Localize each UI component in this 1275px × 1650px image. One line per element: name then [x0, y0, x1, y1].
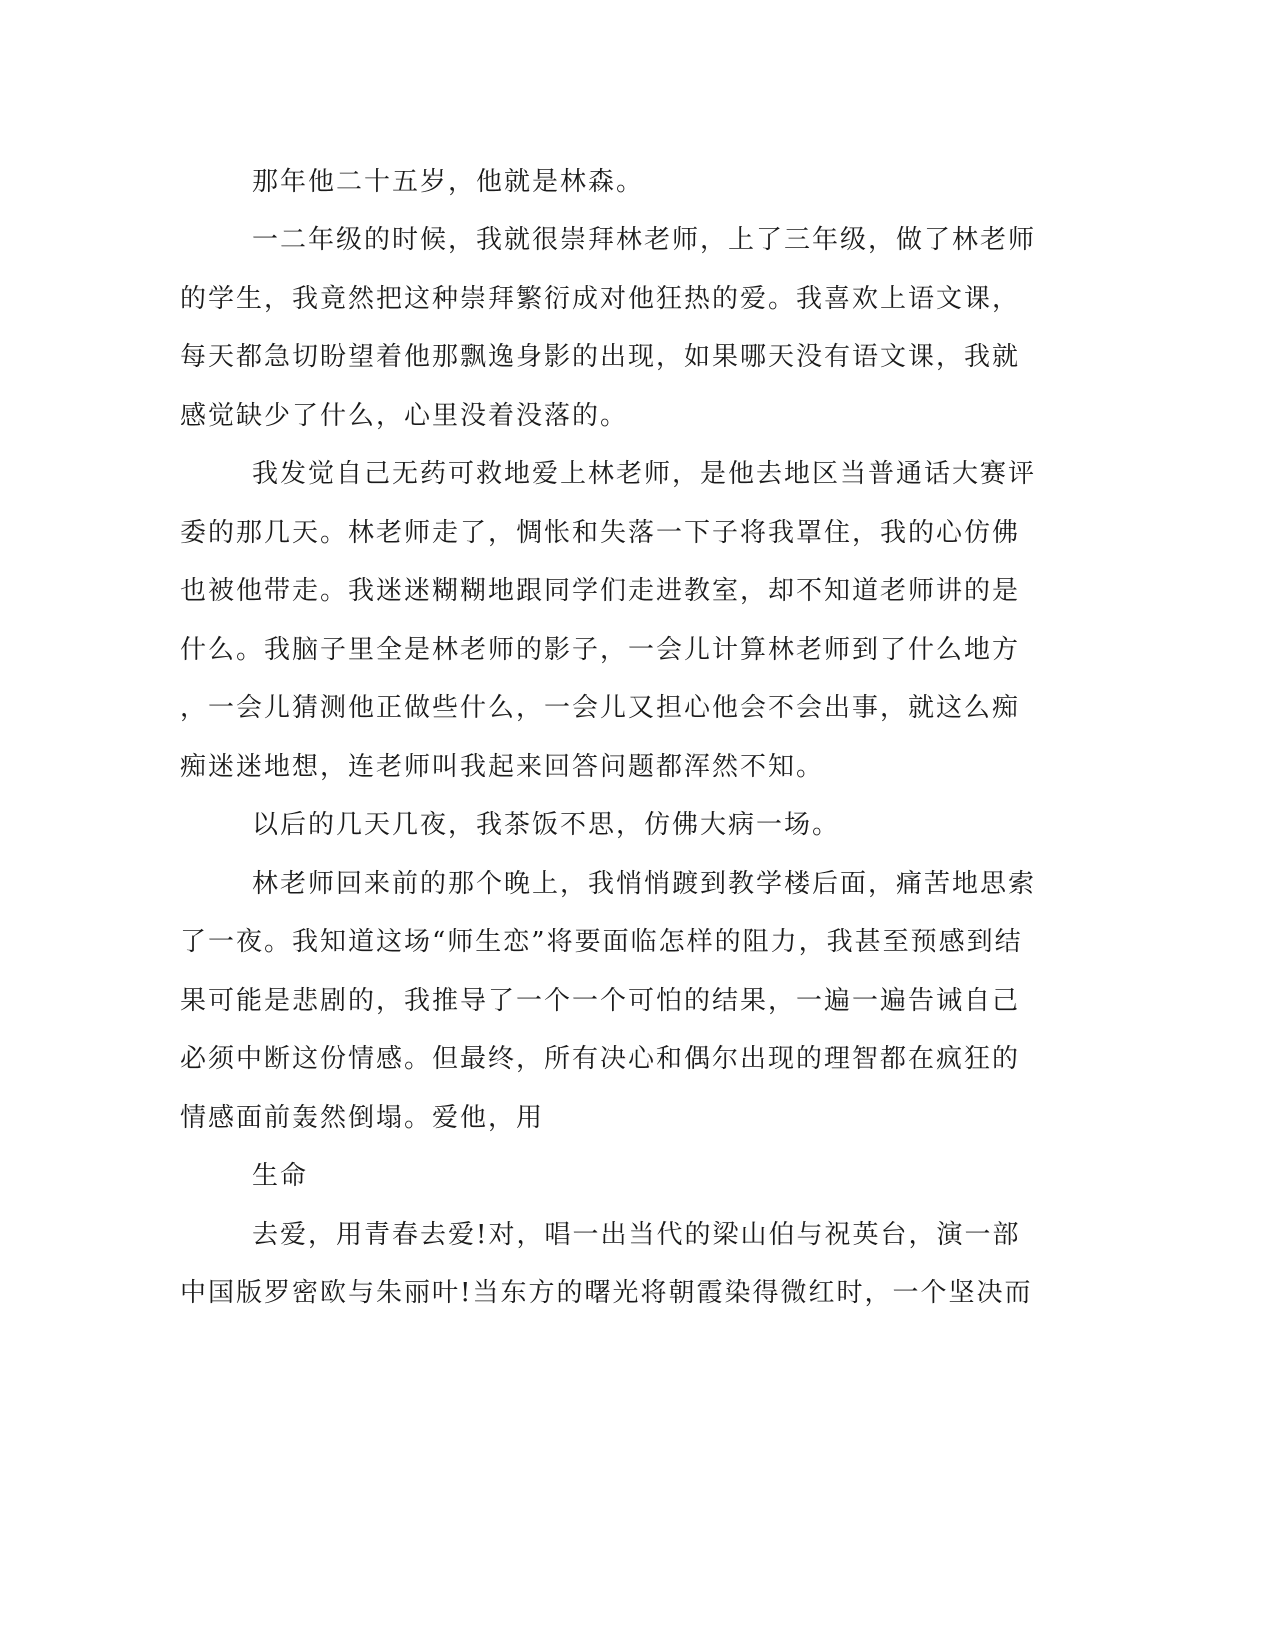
text-line: 中国版罗密欧与朱丽叶!当东方的曙光将朝霞染得微红时，一个坚决而	[180, 1278, 1033, 1308]
text-line: 一二年级的时候，我就很崇拜林老师，上了三年级，做了林老师	[252, 225, 1037, 255]
text-line: 以后的几天几夜，我茶饭不思，仿佛大病一场。	[252, 810, 841, 840]
text-line: 必须中断这份情感。但最终，所有决心和偶尔出现的理智都在疯狂的	[180, 1044, 1021, 1074]
text-line: 感觉缺少了什么，心里没着没落的。	[180, 401, 629, 431]
text-line: 那年他二十五岁，他就是林森。	[252, 167, 645, 197]
text-line: 什么。我脑子里全是林老师的影子，一会儿计算林老师到了什么地方	[180, 635, 1021, 665]
text-line: 委的那几天。林老师走了，惆怅和失落一下子将我罩住，我的心仿佛	[180, 518, 1021, 548]
text-line: 也被他带走。我迷迷糊糊地跟同学们走进教室，却不知道老师讲的是	[180, 576, 1021, 606]
text-line: 去爱，用青春去爱!对，唱一出当代的梁山伯与祝英台，演一部	[252, 1220, 1021, 1250]
text-line: 生命	[252, 1161, 309, 1191]
text-line: 我发觉自己无药可救地爱上林老师，是他去地区当普通话大赛评	[252, 459, 1037, 489]
text-line: ，一会儿猜测他正做些什么，一会儿又担心他会不会出事，就这么痴	[180, 693, 1021, 723]
text-line: 痴迷迷地想，连老师叫我起来回答问题都浑然不知。	[180, 752, 825, 782]
text-line: 林老师回来前的那个晚上，我悄悄踱到教学楼后面，痛苦地思索	[252, 869, 1037, 899]
text-line: 的学生，我竟然把这种崇拜繁衍成对他狂热的爱。我喜欢上语文课，	[180, 284, 1021, 314]
text-line: 了一夜。我知道这场“师生恋”将要面临怎样的阻力，我甚至预感到结	[180, 927, 1023, 957]
text-line: 情感面前轰然倒塌。爱他，用	[180, 1103, 545, 1133]
text-line: 果可能是悲剧的，我推导了一个一个可怕的结果，一遍一遍告诫自己	[180, 986, 1021, 1016]
text-line: 每天都急切盼望着他那飘逸身影的出现，如果哪天没有语文课，我就	[180, 342, 1021, 372]
